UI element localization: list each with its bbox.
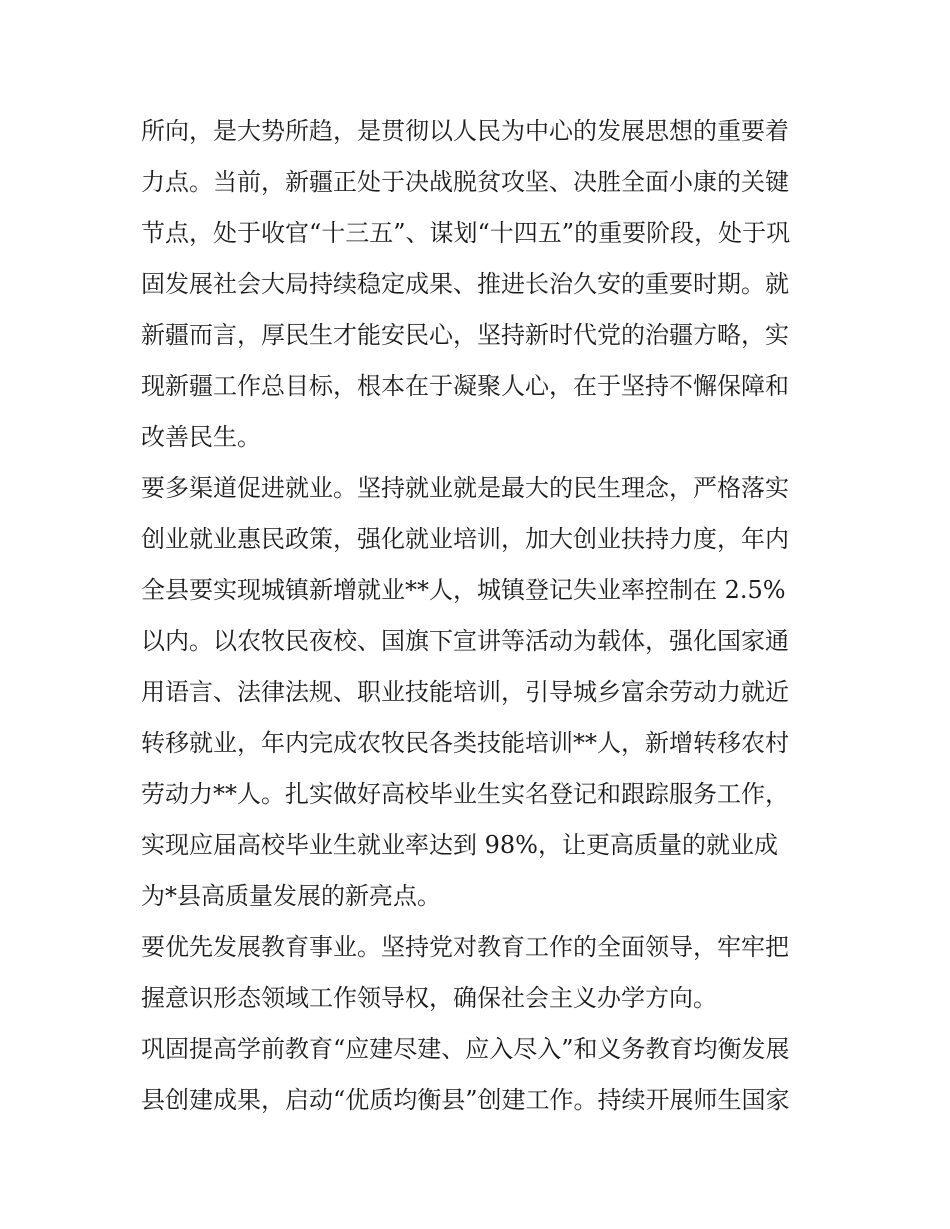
text-line: 改善民生。 [141, 423, 261, 451]
text-line: 节点，处于收官“十三五”、谋划“十四五”的重要阶段，处于巩 [141, 219, 791, 247]
text-line: 实现应届高校毕业生就业率达到 98%，让更高质量的就业成 [141, 831, 778, 859]
text-line: 现新疆工作总目标，根本在于凝聚人心，在于坚持不懈保障和 [141, 372, 789, 400]
text-line: 要优先发展教育事业。坚持党对教育工作的全面领导，牢牢把 [141, 933, 789, 961]
text-line: 握意识形态领域工作领导权，确保社会主义办学方向。 [141, 984, 717, 1012]
text-line: 为*县高质量发展的新亮点。 [141, 882, 441, 910]
text-line: 创业就业惠民政策，强化就业培训，加大创业扶持力度，年内 [141, 525, 789, 553]
text-line: 全县要实现城镇新增就业**人，城镇登记失业率控制在 2.5% [141, 576, 786, 604]
text-line: 劳动力**人。扎实做好高校毕业生实名登记和跟踪服务工作， [141, 780, 789, 808]
text-line: 所向，是大势所趋，是贯彻以人民为中心的发展思想的重要着 [141, 117, 789, 145]
text-line: 巩固提高学前教育“应建尽建、应入尽入”和义务教育均衡发展 [141, 1035, 790, 1063]
text-line: 固发展社会大局持续稳定成果、推进长治久安的重要时期。就 [141, 270, 789, 298]
text-line: 转移就业，年内完成农牧民各类技能培训**人，新增转移农村 [141, 729, 789, 757]
text-line: 用语言、法律法规、职业技能培训，引导城乡富余劳动力就近 [141, 678, 789, 706]
text-line: 力点。当前，新疆正处于决战脱贫攻坚、决胜全面小康的关键 [141, 168, 789, 196]
text-line: 新疆而言，厚民生才能安民心，坚持新时代党的治疆方略，实 [141, 321, 789, 349]
document-body [141, 106, 821, 1126]
text-line: 县创建成果，启动“优质均衡县”创建工作。持续开展师生国家 [141, 1086, 790, 1114]
text-line: 要多渠道促进就业。坚持就业就是最大的民生理念，严格落实 [141, 474, 789, 502]
text-line: 以内。以农牧民夜校、国旗下宣讲等活动为载体，强化国家通 [141, 627, 789, 655]
